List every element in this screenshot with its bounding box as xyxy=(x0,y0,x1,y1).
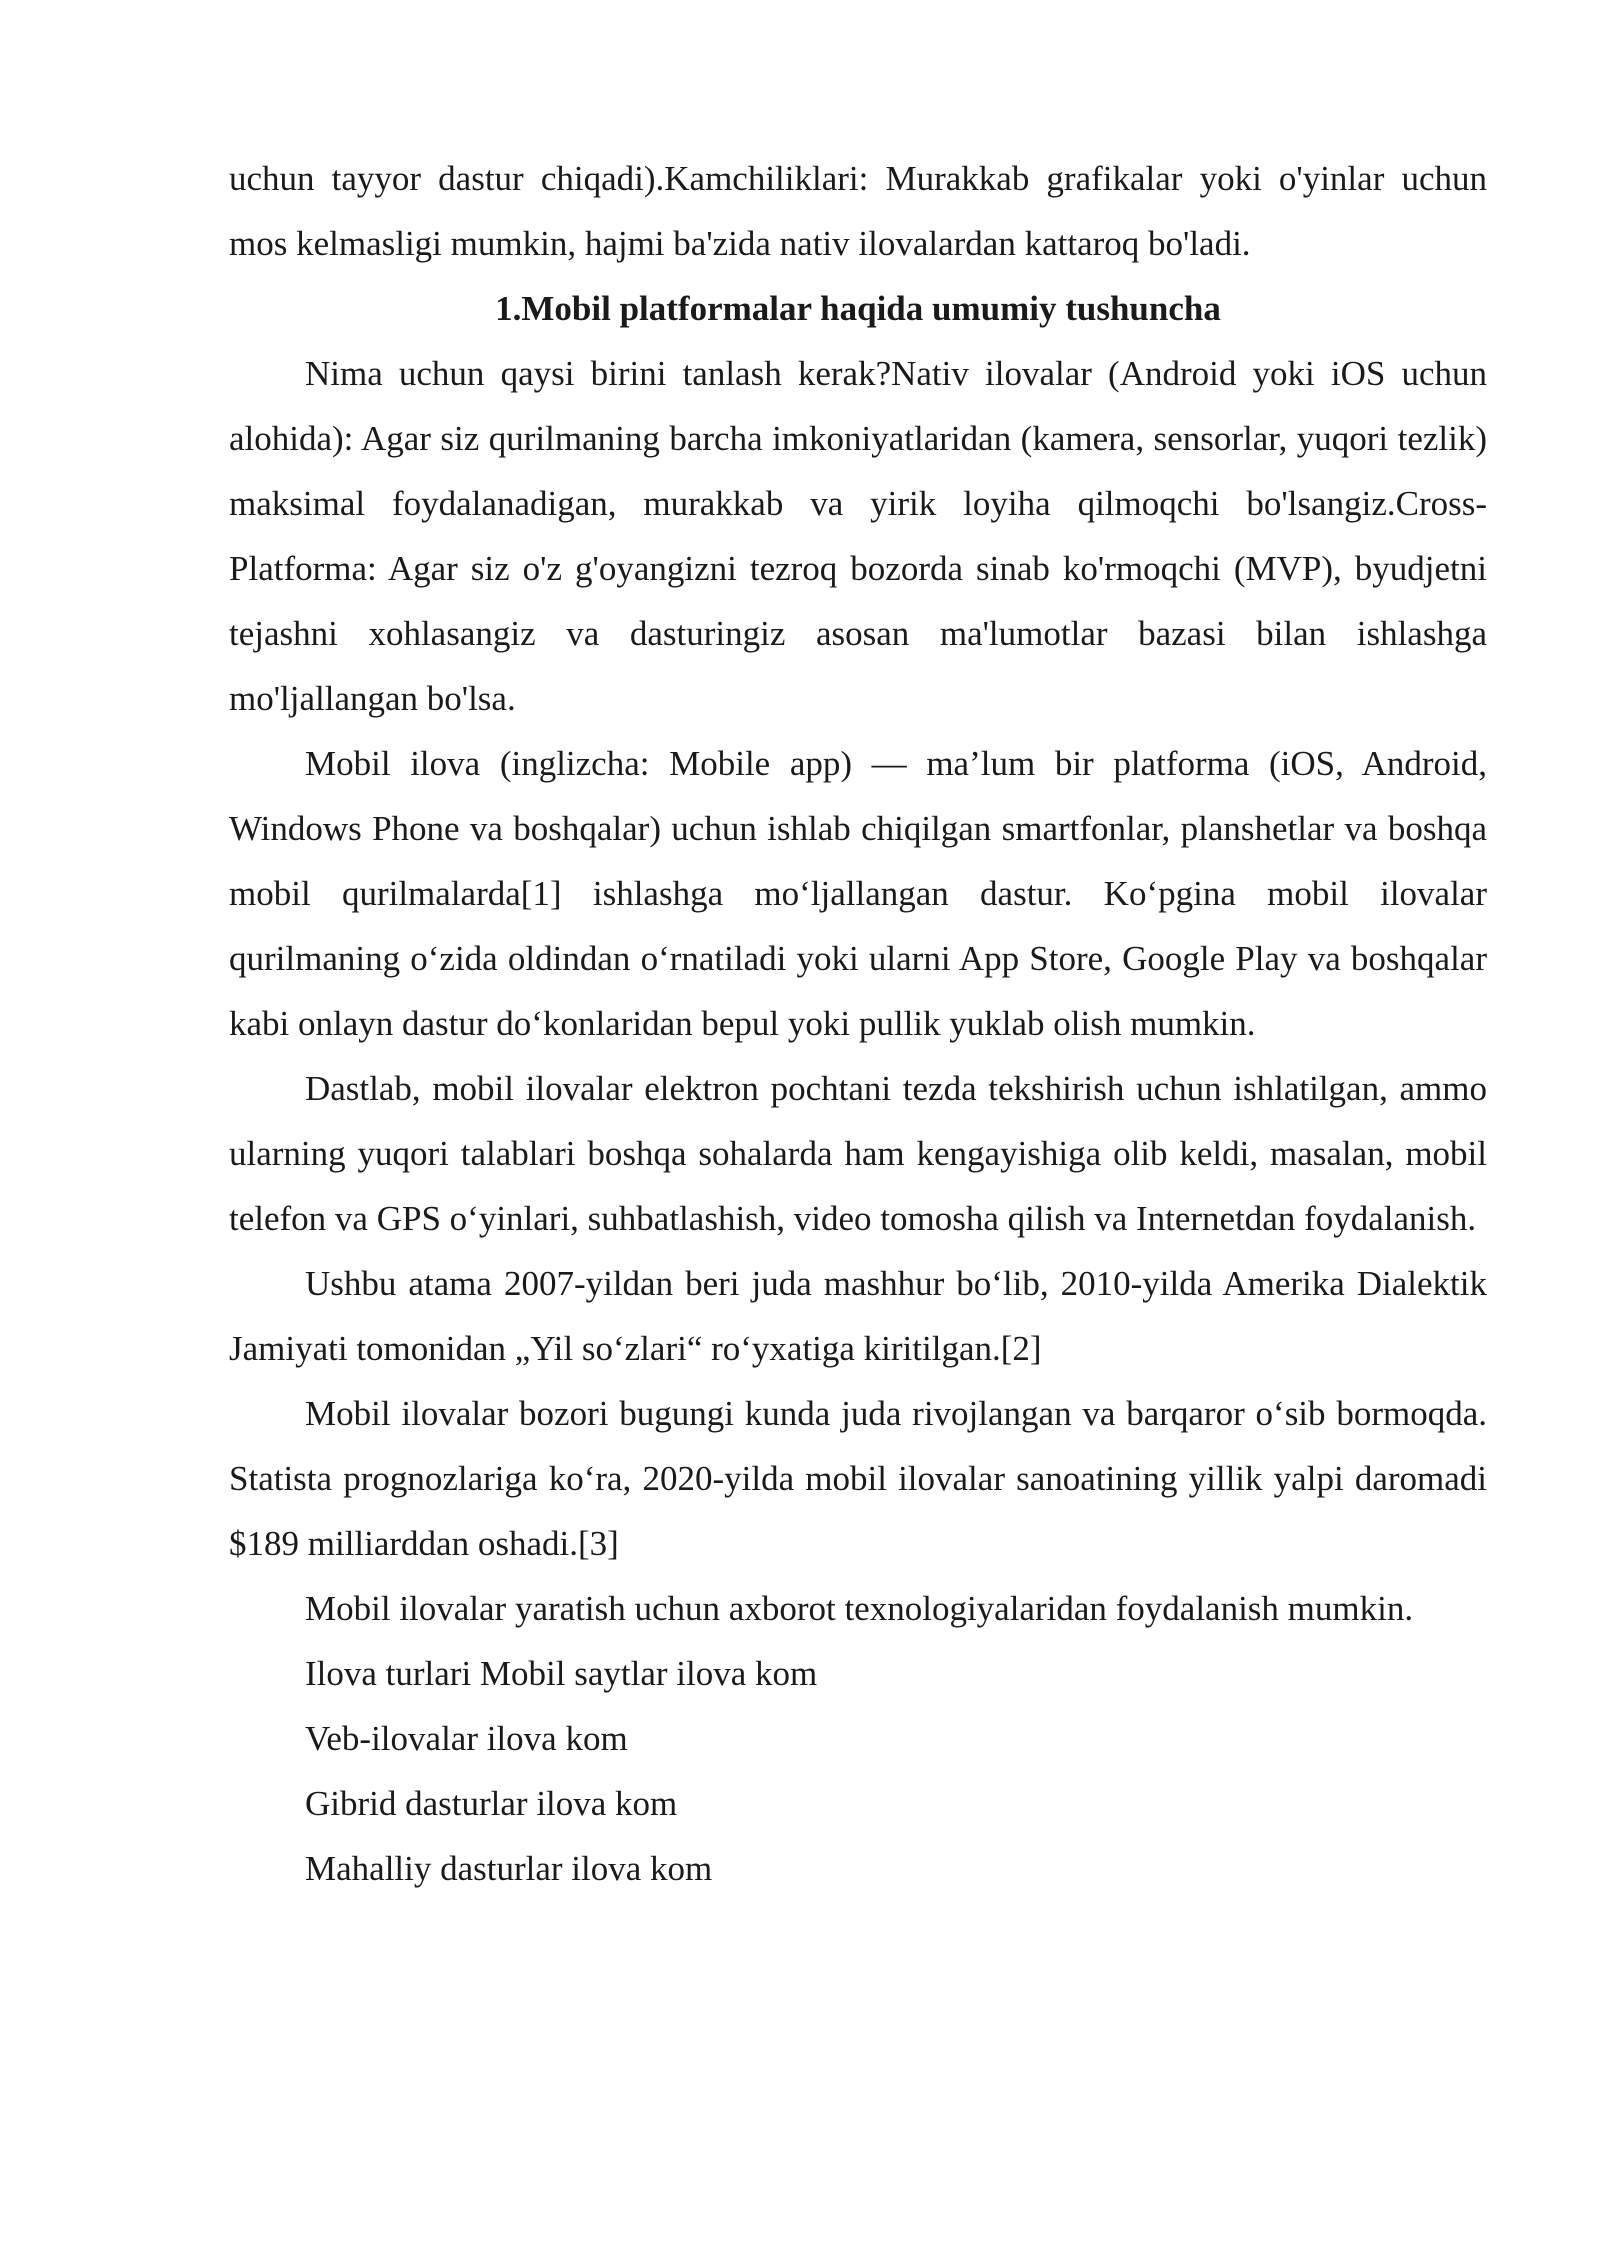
section-heading: 1.Mobil platformalar haqida umumiy tushuncha xyxy=(495,289,1221,328)
list-item: Mahalliy dasturlar ilova kom xyxy=(305,1849,713,1888)
list-item: Veb-ilovalar ilova kom xyxy=(305,1719,628,1758)
document-page xyxy=(229,146,1487,1901)
paragraph-mobile-app-definition: Mobil ilova (inglizcha: Mobile app) — ma’lum bir platforma (iOS, Android, Windows Phone va boshqalar) uchun ishlab chiqilgan smartfonlar, planshetlar va boshqa mobil qurilmalarda[1] ishlashga moʻljallangan dastur. Koʻpgina mobil ilovalar qurilmaning oʻzida oldindan oʻrnatiladi yoki ularni App Store, Google Play va boshqalar kabi onlayn dastur doʻkonlaridan bepul yoki pullik yuklab olish mumkin. xyxy=(229,744,1487,1043)
paragraph-market: Mobil ilovalar bozori bugungi kunda juda rivojlangan va barqaror oʻsib bormoqda. Statista prognozlariga koʻra, 2020-yilda mobil ilovalar sanoatining yillik yalpi daromadi $189 milliarddan oshadi.[3] xyxy=(229,1394,1487,1563)
paragraph-native-vs-cross: Nima uchun qaysi birini tanlash kerak?Nativ ilovalar (Android yoki iOS uchun alohida): Agar siz qurilmaning barcha imkoniyatlaridan (kamera, sensorlar, yuqori tezlik) maksimal foydalanadigan, murakkab va yirik loyiha qilmoqchi bo'lsangiz.Cross-Platforma: Agar siz o'z g'oyangizni tezroq bozorda sinab ko'rmoqchi (MVP), byudjetni tejashni xohlasangiz va dasturingiz asosan ma'lumotlar bazasi bilan ishlashga mo'ljallangan bo'lsa. xyxy=(229,354,1487,718)
intro-continuation-paragraph: uchun tayyor dastur chiqadi).Kamchiliklari: Murakkab grafikalar yoki o'yinlar uchun mos kelmasligi mumkin, hajmi ba'zida nativ ilovalardan kattaroq bo'ladi. xyxy=(229,159,1487,263)
list-item: Ilova turlari Mobil saytlar ilova kom xyxy=(305,1654,818,1693)
paragraph-term-popularity: Ushbu atama 2007-yildan beri juda mashhur boʻlib, 2010-yilda Amerika Dialektik Jamiyati tomonidan „Yil soʻzlari“ roʻyxatiga kiritilgan.[2] xyxy=(229,1264,1487,1368)
paragraph-history: Dastlab, mobil ilovalar elektron pochtani tezda tekshirish uchun ishlatilgan, ammo ularning yuqori talablari boshqa sohalarda ham kengayishiga olib keldi, masalan, mobil telefon va GPS oʻyinlari, suhbatlashish, video tomosha qilish va Internetdan foydalanish. xyxy=(229,1069,1487,1238)
list-item: Gibrid dasturlar ilova kom xyxy=(305,1784,678,1823)
paragraph-it-usage: Mobil ilovalar yaratish uchun axborot texnologiyalaridan foydalanish mumkin. xyxy=(305,1589,1414,1628)
